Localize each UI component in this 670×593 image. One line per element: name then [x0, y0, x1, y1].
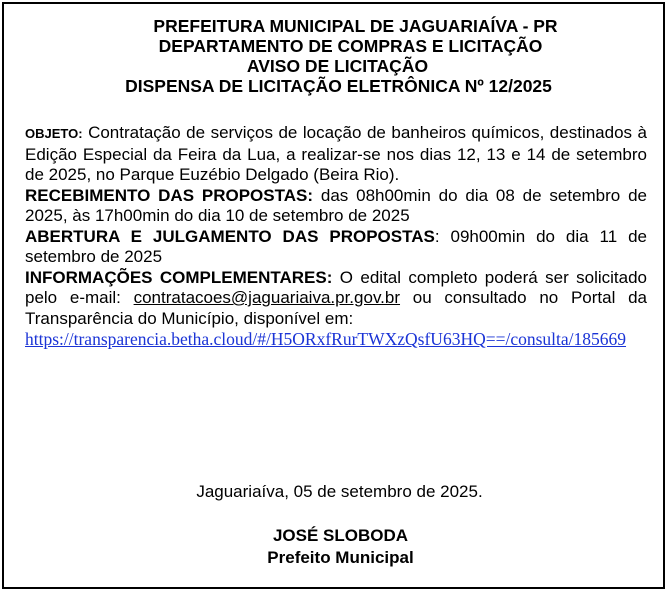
objeto-text: Contratação de serviços de locação de banheiros químicos, destinados à Edição Especial da Feira da Lua, a realizar-se nos dias 12, 13 e 14 de setembro de 2025, no Parque Euzébio Delgado (Beira Rio).	[25, 123, 647, 184]
informacoes-paragraph	[25, 268, 647, 350]
recebimento-paragraph	[25, 186, 647, 227]
header-notice-type: AVISO DE LICITAÇÃO	[246, 56, 429, 76]
notice-body	[25, 123, 647, 350]
notice-frame	[2, 2, 665, 589]
signatory-title: Prefeito Municipal	[267, 548, 414, 567]
objeto-label: OBJETO:	[25, 126, 83, 141]
recebimento-label: RECEBIMENTO DAS PROPOSTAS:	[25, 185, 314, 205]
recebimento-text: das 08h00min do dia 08 de setembro de 2025, às 17h00min do dia 10 de setembro de 2025	[25, 185, 648, 225]
informacoes-text-after: ou consultado no Portal da Transparência do Município, disponível em:	[25, 288, 647, 328]
signature-block	[4, 525, 667, 569]
informacoes-label: INFORMAÇÕES COMPLEMENTARES:	[25, 267, 333, 287]
header-dispensa-number: DISPENSA DE LICITAÇÃO ELETRÔNICA Nº 12/2025	[125, 76, 552, 96]
informacoes-text: O edital completo poderá ser solicitado pelo e-mail:	[25, 267, 647, 307]
transparency-portal-link[interactable]: https://transparencia.betha.cloud/#/H5ORxfRurTWXzQsfU63HQ==/consulta/185669	[25, 329, 627, 349]
objeto-paragraph	[25, 123, 647, 186]
abertura-text: : 09h00min do dia 11 de setembro de 2025	[25, 226, 647, 266]
email-link[interactable]: contratacoes@jaguariaiva.pr.gov.br	[133, 288, 401, 307]
header-department: DEPARTAMENTO DE COMPRAS E LICITAÇÃO	[158, 36, 543, 56]
header-municipality: PREFEITURA MUNICIPAL DE JAGUARIAÍVA - PR	[153, 16, 558, 36]
signatory-name: JOSÉ SLOBODA	[272, 526, 409, 545]
notice-header	[4, 16, 667, 96]
abertura-paragraph	[25, 227, 647, 268]
notice-date: Jaguariaíva, 05 de setembro de 2025.	[196, 482, 483, 501]
abertura-label: ABERTURA E JULGAMENTO DAS PROPOSTAS	[25, 226, 435, 246]
